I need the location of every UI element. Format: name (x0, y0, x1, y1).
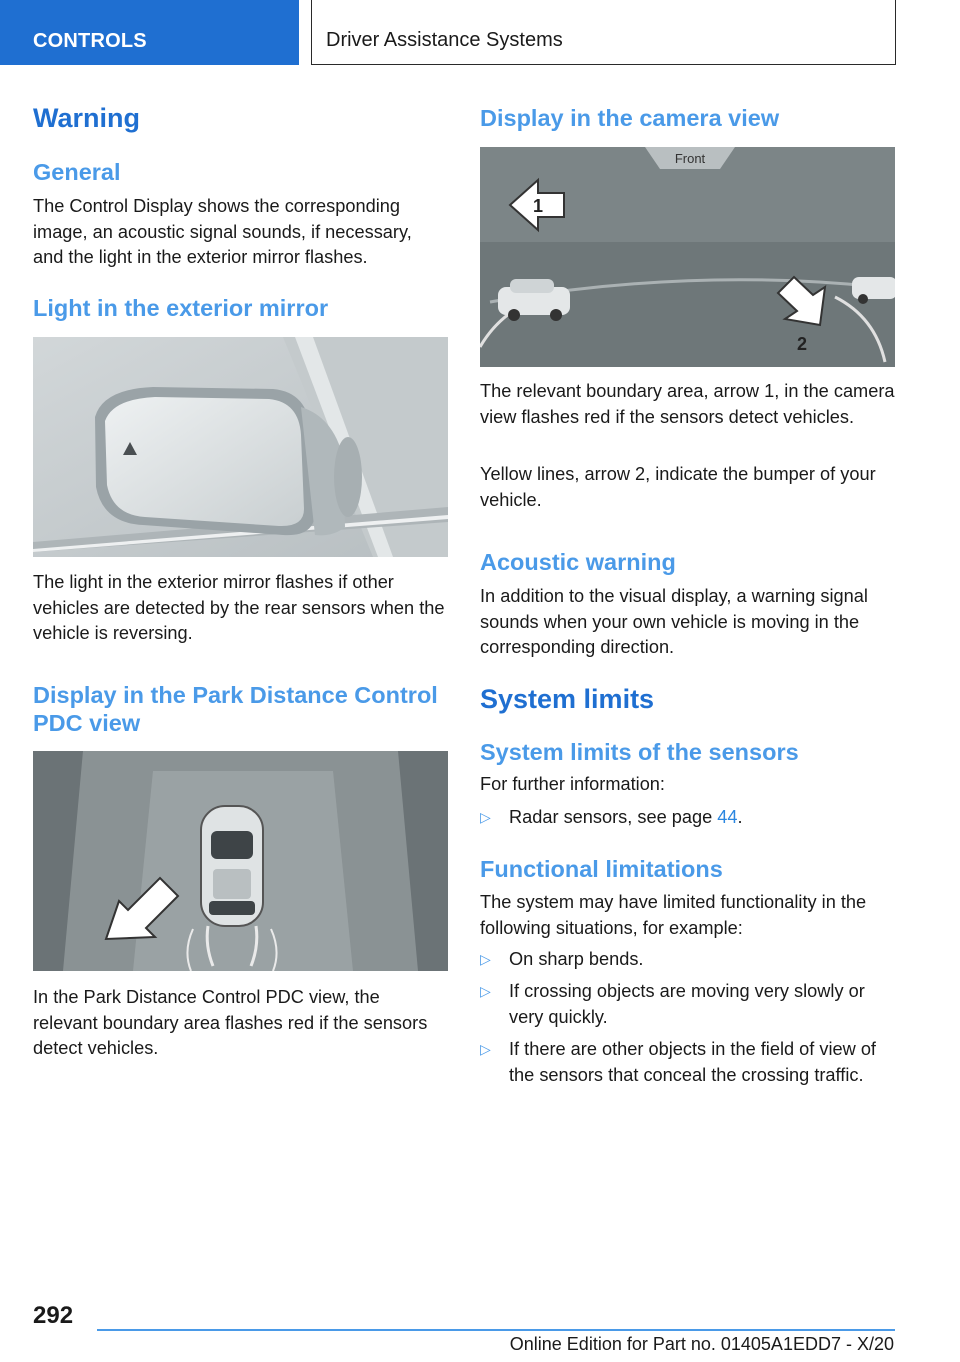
triangle-right-outline-icon: ▷ (480, 1041, 491, 1057)
pdc-view-illustration (33, 751, 448, 971)
page-link-44[interactable]: 44 (717, 807, 738, 827)
bullet-sharp-bends: ▷ On sharp bends. (480, 947, 896, 973)
paragraph-functional: The system may have limited functionality in the following situations, for example: (480, 892, 867, 938)
triangle-right-outline-icon: ▷ (480, 983, 491, 999)
heading-warning: Warning (33, 103, 140, 133)
bullet-radar-sensors: ▷ Radar sensors, see page 44. (480, 805, 896, 831)
header-section-tab: CONTROLS (0, 0, 299, 65)
heading-functional-limitations: Functional limitations (480, 856, 723, 882)
heading-system-limits: System limits (480, 684, 655, 714)
heading-pdc-view: Display in the Park Distance Control PDC view (33, 682, 438, 736)
paragraph-camera-boundary: The relevant boundary area, arrow 1, in the camera view flashes red if the sensors detect vehicles. (480, 381, 895, 427)
bullet-concealing-objects: ▷ If there are other objects in the field of view of the sensors that conceal the crossing traffic. (480, 1039, 876, 1085)
footer-edition: Online Edition for Part no. 01405A1EDD7 - X/20 (509, 1334, 894, 1354)
camera-view-illustration (480, 147, 895, 367)
triangle-right-outline-icon: ▷ (480, 809, 491, 825)
heading-general: General (33, 159, 121, 185)
heading-system-limits-sensors: System limits of the sensors (480, 739, 799, 765)
page-number: 292 (33, 1302, 74, 1329)
footer-rule (97, 1329, 895, 1331)
paragraph-camera-yellow-lines: Yellow lines, arrow 2, indicate the bumper of your vehicle. (480, 464, 876, 510)
bullet-crossing-speed: ▷ If crossing objects are moving very slowly or very quickly. (480, 981, 865, 1027)
paragraph-acoustic: In addition to the visual display, a warning signal sounds when your own vehicle is moving in the corresponding direction. (480, 586, 868, 657)
heading-camera-view: Display in the camera view (480, 105, 780, 131)
paragraph-general: The Control Display shows the corresponding image, an acoustic signal sounds, if necessary, and the light in the exterior mirror flashes. (33, 196, 412, 267)
heading-acoustic-warning: Acoustic warning (480, 549, 676, 575)
camera-marker-2: 2 (796, 334, 808, 354)
header-chapter-title: Driver Assistance Systems (311, 0, 896, 65)
paragraph-further-info: For further information: (480, 774, 665, 794)
camera-label-front: Front (674, 151, 706, 166)
paragraph-light: The light in the exterior mirror flashes if other vehicles are detected by the rear sensors when the vehicle is reversing. (33, 572, 445, 643)
camera-marker-1: 1 (532, 196, 544, 216)
heading-light-exterior-mirror: Light in the exterior mirror (33, 295, 329, 321)
paragraph-pdc: In the Park Distance Control PDC view, the relevant boundary area flashes red if the sensors detect vehicles. (33, 987, 428, 1058)
triangle-right-outline-icon: ▷ (480, 951, 491, 967)
exterior-mirror-illustration (33, 337, 448, 557)
